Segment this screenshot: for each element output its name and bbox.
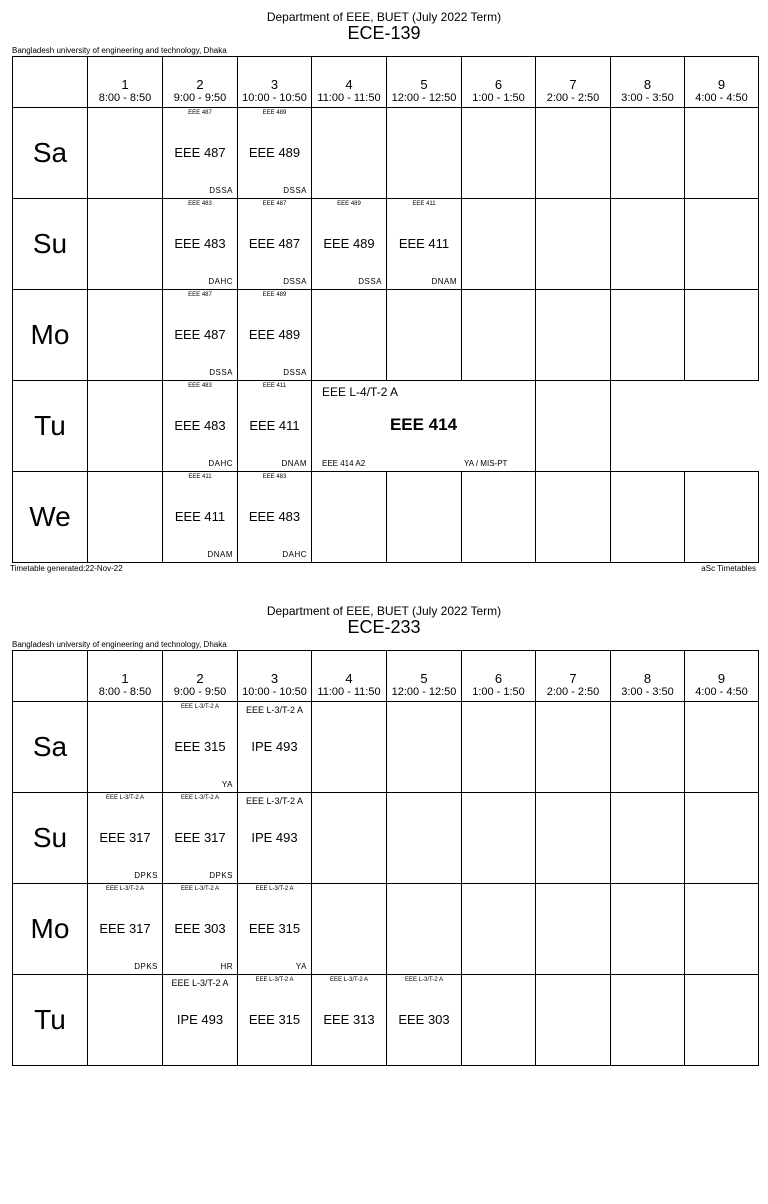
- subject-code: IPE 493: [176, 1012, 224, 1027]
- teacher-initials: YA: [221, 780, 233, 789]
- empty-cell: [685, 472, 759, 563]
- subject-code: EEE 303: [174, 921, 226, 936]
- class-group: EEE L-3/T-2 A: [180, 886, 220, 892]
- period-number: 9: [717, 77, 726, 92]
- empty-cell: [462, 884, 536, 975]
- subject-code: EEE 483: [174, 418, 226, 433]
- lesson-cell[interactable]: [163, 290, 238, 381]
- teacher-initials: DSSA: [358, 277, 382, 286]
- empty-cell: [387, 108, 462, 199]
- period-header: [312, 57, 387, 108]
- period-time: 3:00 - 3:50: [621, 686, 674, 698]
- empty-cell: [536, 290, 611, 381]
- period-number: 1: [121, 671, 129, 686]
- empty-cell: [611, 290, 685, 381]
- corner-cell: [13, 57, 88, 108]
- subject-code: EEE 489: [248, 145, 301, 160]
- period-number: 3: [270, 671, 279, 686]
- day-label: Tu: [13, 975, 88, 1066]
- teacher-initials: DNAM: [431, 277, 457, 286]
- period-header: [238, 57, 312, 108]
- teacher-initials: DNAM: [281, 459, 307, 468]
- teacher-initials: HR: [220, 962, 233, 971]
- subject-code: EEE 411: [398, 236, 450, 251]
- period-time: 4:00 - 4:50: [695, 92, 748, 104]
- empty-cell: [462, 975, 536, 1066]
- lesson-cell[interactable]: [387, 975, 462, 1066]
- empty-cell: [611, 975, 685, 1066]
- department-title: Department of EEE, BUET (July 2022 Term): [266, 604, 502, 618]
- empty-cell: [88, 108, 163, 199]
- period-number: 6: [494, 77, 503, 92]
- period-time: 4:00 - 4:50: [695, 686, 748, 698]
- teacher-initials: DSSA: [283, 368, 307, 377]
- period-header: [238, 651, 312, 702]
- class-group: EEE 483: [188, 383, 212, 389]
- lesson-cell[interactable]: [238, 108, 312, 199]
- class-group: EEE 411: [262, 383, 287, 389]
- lesson-cell[interactable]: [163, 884, 238, 975]
- period-number: 3: [270, 77, 279, 92]
- subject-code: EEE 487: [174, 145, 226, 160]
- institution-name: Bangladesh university of engineering and technology, Dhaka: [12, 46, 227, 55]
- timetable-sheet: [0, 10, 768, 610]
- subject-code: EEE 317: [174, 830, 226, 845]
- subject-code: EEE 483: [174, 236, 226, 251]
- lesson-cell[interactable]: [88, 884, 163, 975]
- day-row: [13, 884, 759, 975]
- period-number: 7: [569, 671, 577, 686]
- class-group: EEE 483: [188, 201, 212, 207]
- subject-code: EEE 315: [248, 1012, 301, 1027]
- period-number: 4: [345, 671, 353, 686]
- software-credit: aSc Timetables: [701, 564, 756, 573]
- class-group: EEE 489: [262, 110, 287, 116]
- empty-cell: [462, 199, 536, 290]
- empty-cell: [88, 199, 163, 290]
- period-header: [88, 651, 163, 702]
- empty-cell: [462, 290, 536, 381]
- day-row: [13, 975, 759, 1066]
- empty-cell: [685, 290, 759, 381]
- teacher-initials: DAHC: [282, 550, 307, 559]
- period-time: 10:00 - 10:50: [242, 686, 307, 698]
- period-time: 8:00 - 8:50: [98, 686, 152, 698]
- corner-cell: [13, 651, 88, 702]
- class-group: EEE L-3/T-2 A: [245, 796, 304, 806]
- period-number: 6: [494, 671, 503, 686]
- generated-date: Timetable generated:22-Nov-22: [10, 564, 123, 573]
- lesson-cell[interactable]: [238, 290, 312, 381]
- empty-cell: [536, 702, 611, 793]
- empty-cell: [685, 108, 759, 199]
- empty-cell: [536, 108, 611, 199]
- subject-code: EEE 317: [99, 921, 151, 936]
- subject-code: EEE 303: [398, 1012, 450, 1027]
- empty-cell: [611, 884, 685, 975]
- period-time: 11:00 - 11:50: [317, 686, 381, 698]
- subject-code: EEE 414: [389, 415, 458, 434]
- lesson-cell[interactable]: [88, 793, 163, 884]
- teacher-initials: YA: [295, 962, 307, 971]
- empty-cell: [312, 884, 387, 975]
- subject-code: EEE 483: [248, 509, 301, 524]
- lesson-cell[interactable]: [238, 975, 312, 1066]
- empty-cell: [536, 793, 611, 884]
- period-header: [88, 57, 163, 108]
- teacher-initials: DNAM: [207, 550, 233, 559]
- lesson-cell[interactable]: [163, 472, 238, 563]
- period-number: 4: [345, 77, 353, 92]
- period-header: [536, 57, 611, 108]
- empty-cell: [611, 702, 685, 793]
- period-number: 1: [121, 77, 129, 92]
- period-number: 8: [643, 77, 652, 92]
- period-header: [462, 651, 536, 702]
- subject-code: IPE 493: [251, 739, 298, 754]
- teacher-initials: DSSA: [209, 368, 233, 377]
- period-header: [685, 57, 759, 108]
- teacher-initials: DPKS: [134, 871, 158, 880]
- period-time: 10:00 - 10:50: [242, 92, 307, 104]
- class-group: EEE 411: [188, 474, 212, 480]
- lesson-cell[interactable]: [238, 381, 312, 472]
- period-header: [536, 651, 611, 702]
- day-row: [13, 108, 759, 199]
- teacher-initials: DSSA: [283, 186, 307, 195]
- class-group: EEE L-3/T-2 A: [255, 886, 294, 892]
- lesson-cell-merged[interactable]: [312, 381, 536, 472]
- period-time: 1:00 - 1:50: [472, 92, 525, 104]
- period-time: 3:00 - 3:50: [621, 92, 674, 104]
- lesson-cell[interactable]: [163, 793, 238, 884]
- empty-cell: [685, 199, 759, 290]
- teacher-initials: DPKS: [134, 962, 158, 971]
- empty-cell: [611, 793, 685, 884]
- teacher-initials: DAHC: [208, 459, 233, 468]
- empty-cell: [312, 108, 387, 199]
- day-label: Tu: [13, 381, 88, 472]
- class-group: EEE L-3/T-2 A: [180, 704, 220, 710]
- subject-code: EEE 313: [323, 1012, 375, 1027]
- period-time: 1:00 - 1:50: [472, 686, 525, 698]
- day-label: Sa: [13, 702, 88, 793]
- lesson-cell[interactable]: [163, 702, 238, 793]
- empty-cell: [611, 472, 685, 563]
- empty-cell: [536, 381, 611, 472]
- period-number: 2: [196, 77, 204, 92]
- timetable-sheet: [0, 604, 768, 1204]
- class-group: EEE 411: [412, 201, 436, 207]
- subject-code: EEE 487: [174, 327, 226, 342]
- empty-cell: [88, 290, 163, 381]
- period-time: 12:00 - 12:50: [391, 686, 457, 698]
- teacher-initials: DSSA: [209, 186, 233, 195]
- period-number: 7: [569, 77, 577, 92]
- timetable-grid: [12, 650, 759, 1066]
- day-row: [13, 381, 759, 472]
- period-header: [387, 57, 462, 108]
- teacher-initials: DPKS: [209, 871, 233, 880]
- period-header: [163, 57, 238, 108]
- subject-code: EEE 411: [174, 509, 226, 524]
- lesson-cell[interactable]: [312, 199, 387, 290]
- class-group: EEE 487: [188, 292, 212, 298]
- class-group: EEE L-3/T-2 A: [404, 977, 444, 983]
- lesson-cell[interactable]: [238, 472, 312, 563]
- period-header-row: [13, 651, 759, 702]
- timetable-grid: [12, 56, 759, 563]
- period-header: [685, 651, 759, 702]
- lesson-cell[interactable]: [238, 884, 312, 975]
- day-label: Su: [13, 793, 88, 884]
- class-group: EEE L-4/T-2 A: [322, 385, 399, 399]
- day-label: Sa: [13, 108, 88, 199]
- empty-cell: [312, 472, 387, 563]
- period-header: [312, 651, 387, 702]
- period-number: 8: [643, 671, 652, 686]
- institution-name: Bangladesh university of engineering and technology, Dhaka: [12, 640, 227, 649]
- empty-cell: [88, 702, 163, 793]
- empty-cell: [88, 381, 163, 472]
- period-header: [462, 57, 536, 108]
- class-group: EEE L-3/T-2 A: [105, 795, 145, 801]
- empty-cell: [462, 793, 536, 884]
- subject-code: EEE 411: [249, 418, 300, 433]
- class-group: EEE 487: [188, 110, 212, 116]
- lesson-cell[interactable]: [163, 975, 238, 1066]
- lesson-cell[interactable]: [238, 199, 312, 290]
- period-time: 2:00 - 2:50: [546, 686, 600, 698]
- class-group: EEE L-3/T-2 A: [245, 705, 304, 715]
- empty-cell: [685, 702, 759, 793]
- empty-cell: [462, 702, 536, 793]
- empty-cell: [536, 472, 611, 563]
- empty-cell: [387, 793, 462, 884]
- day-row: [13, 199, 759, 290]
- empty-cell: [312, 793, 387, 884]
- period-time: 12:00 - 12:50: [391, 92, 457, 104]
- empty-cell: [387, 290, 462, 381]
- period-header: [387, 651, 462, 702]
- subject-code: IPE 493: [251, 830, 298, 845]
- lesson-cell[interactable]: [238, 793, 312, 884]
- period-number: 5: [420, 671, 428, 686]
- class-group: EEE 487: [262, 201, 287, 207]
- empty-cell: [387, 884, 462, 975]
- class-group: EEE L-3/T-2 A: [171, 978, 229, 988]
- subject-code: EEE 487: [248, 236, 301, 251]
- period-time: 11:00 - 11:50: [317, 92, 381, 104]
- day-label: We: [13, 472, 88, 563]
- lesson-cell[interactable]: [387, 199, 462, 290]
- period-header-row: [13, 57, 759, 108]
- period-time: 9:00 - 9:50: [173, 686, 227, 698]
- empty-cell: [685, 884, 759, 975]
- class-group: EEE L-3/T-2 A: [105, 886, 145, 892]
- class-group: EEE 489: [337, 201, 361, 207]
- department-title: Department of EEE, BUET (July 2022 Term): [266, 10, 502, 24]
- period-number: 9: [717, 671, 726, 686]
- period-header: [163, 651, 238, 702]
- period-time: 2:00 - 2:50: [546, 92, 600, 104]
- empty-cell: [312, 702, 387, 793]
- section-label: EEE 414 A2: [322, 459, 366, 468]
- lesson-cell[interactable]: [312, 975, 387, 1066]
- day-label: Su: [13, 199, 88, 290]
- empty-cell: [536, 884, 611, 975]
- day-row: [13, 472, 759, 563]
- empty-cell: [685, 975, 759, 1066]
- empty-cell: [536, 975, 611, 1066]
- subject-code: EEE 489: [323, 236, 375, 251]
- class-group: EEE L-3/T-2 A: [329, 977, 369, 983]
- day-row: [13, 290, 759, 381]
- room-title: ECE-233: [347, 617, 421, 637]
- empty-cell: [611, 199, 685, 290]
- period-header: [611, 57, 685, 108]
- subject-code: EEE 315: [174, 739, 226, 754]
- period-header: [611, 651, 685, 702]
- class-group: EEE 489: [262, 292, 287, 298]
- empty-cell: [462, 108, 536, 199]
- empty-cell: [462, 472, 536, 563]
- subject-code: EEE 489: [248, 327, 301, 342]
- subject-code: EEE 317: [99, 830, 151, 845]
- class-group: EEE 483: [262, 474, 287, 480]
- day-label: Mo: [13, 290, 88, 381]
- empty-cell: [312, 290, 387, 381]
- class-group: EEE L-3/T-2 A: [180, 795, 220, 801]
- room-title: ECE-139: [347, 23, 421, 43]
- period-number: 2: [196, 671, 204, 686]
- empty-cell: [685, 793, 759, 884]
- period-time: 8:00 - 8:50: [98, 92, 152, 104]
- subject-code: EEE 315: [248, 921, 301, 936]
- empty-cell: [387, 702, 462, 793]
- lesson-cell[interactable]: [163, 108, 238, 199]
- teacher-initials: DAHC: [208, 277, 233, 286]
- day-row: [13, 702, 759, 793]
- class-group: EEE L-3/T-2 A: [255, 977, 294, 983]
- empty-cell: [611, 108, 685, 199]
- day-label: Mo: [13, 884, 88, 975]
- empty-cell: [88, 975, 163, 1066]
- teacher-initials: DSSA: [283, 277, 307, 286]
- empty-cell: [88, 472, 163, 563]
- empty-cell: [387, 472, 462, 563]
- period-time: 9:00 - 9:50: [173, 92, 227, 104]
- lesson-cell[interactable]: [163, 381, 238, 472]
- lesson-cell[interactable]: [238, 702, 312, 793]
- empty-cell: [536, 199, 611, 290]
- day-row: [13, 793, 759, 884]
- period-number: 5: [420, 77, 428, 92]
- lesson-cell[interactable]: [163, 199, 238, 290]
- teacher-initials: YA / MIS-PT: [464, 459, 508, 468]
